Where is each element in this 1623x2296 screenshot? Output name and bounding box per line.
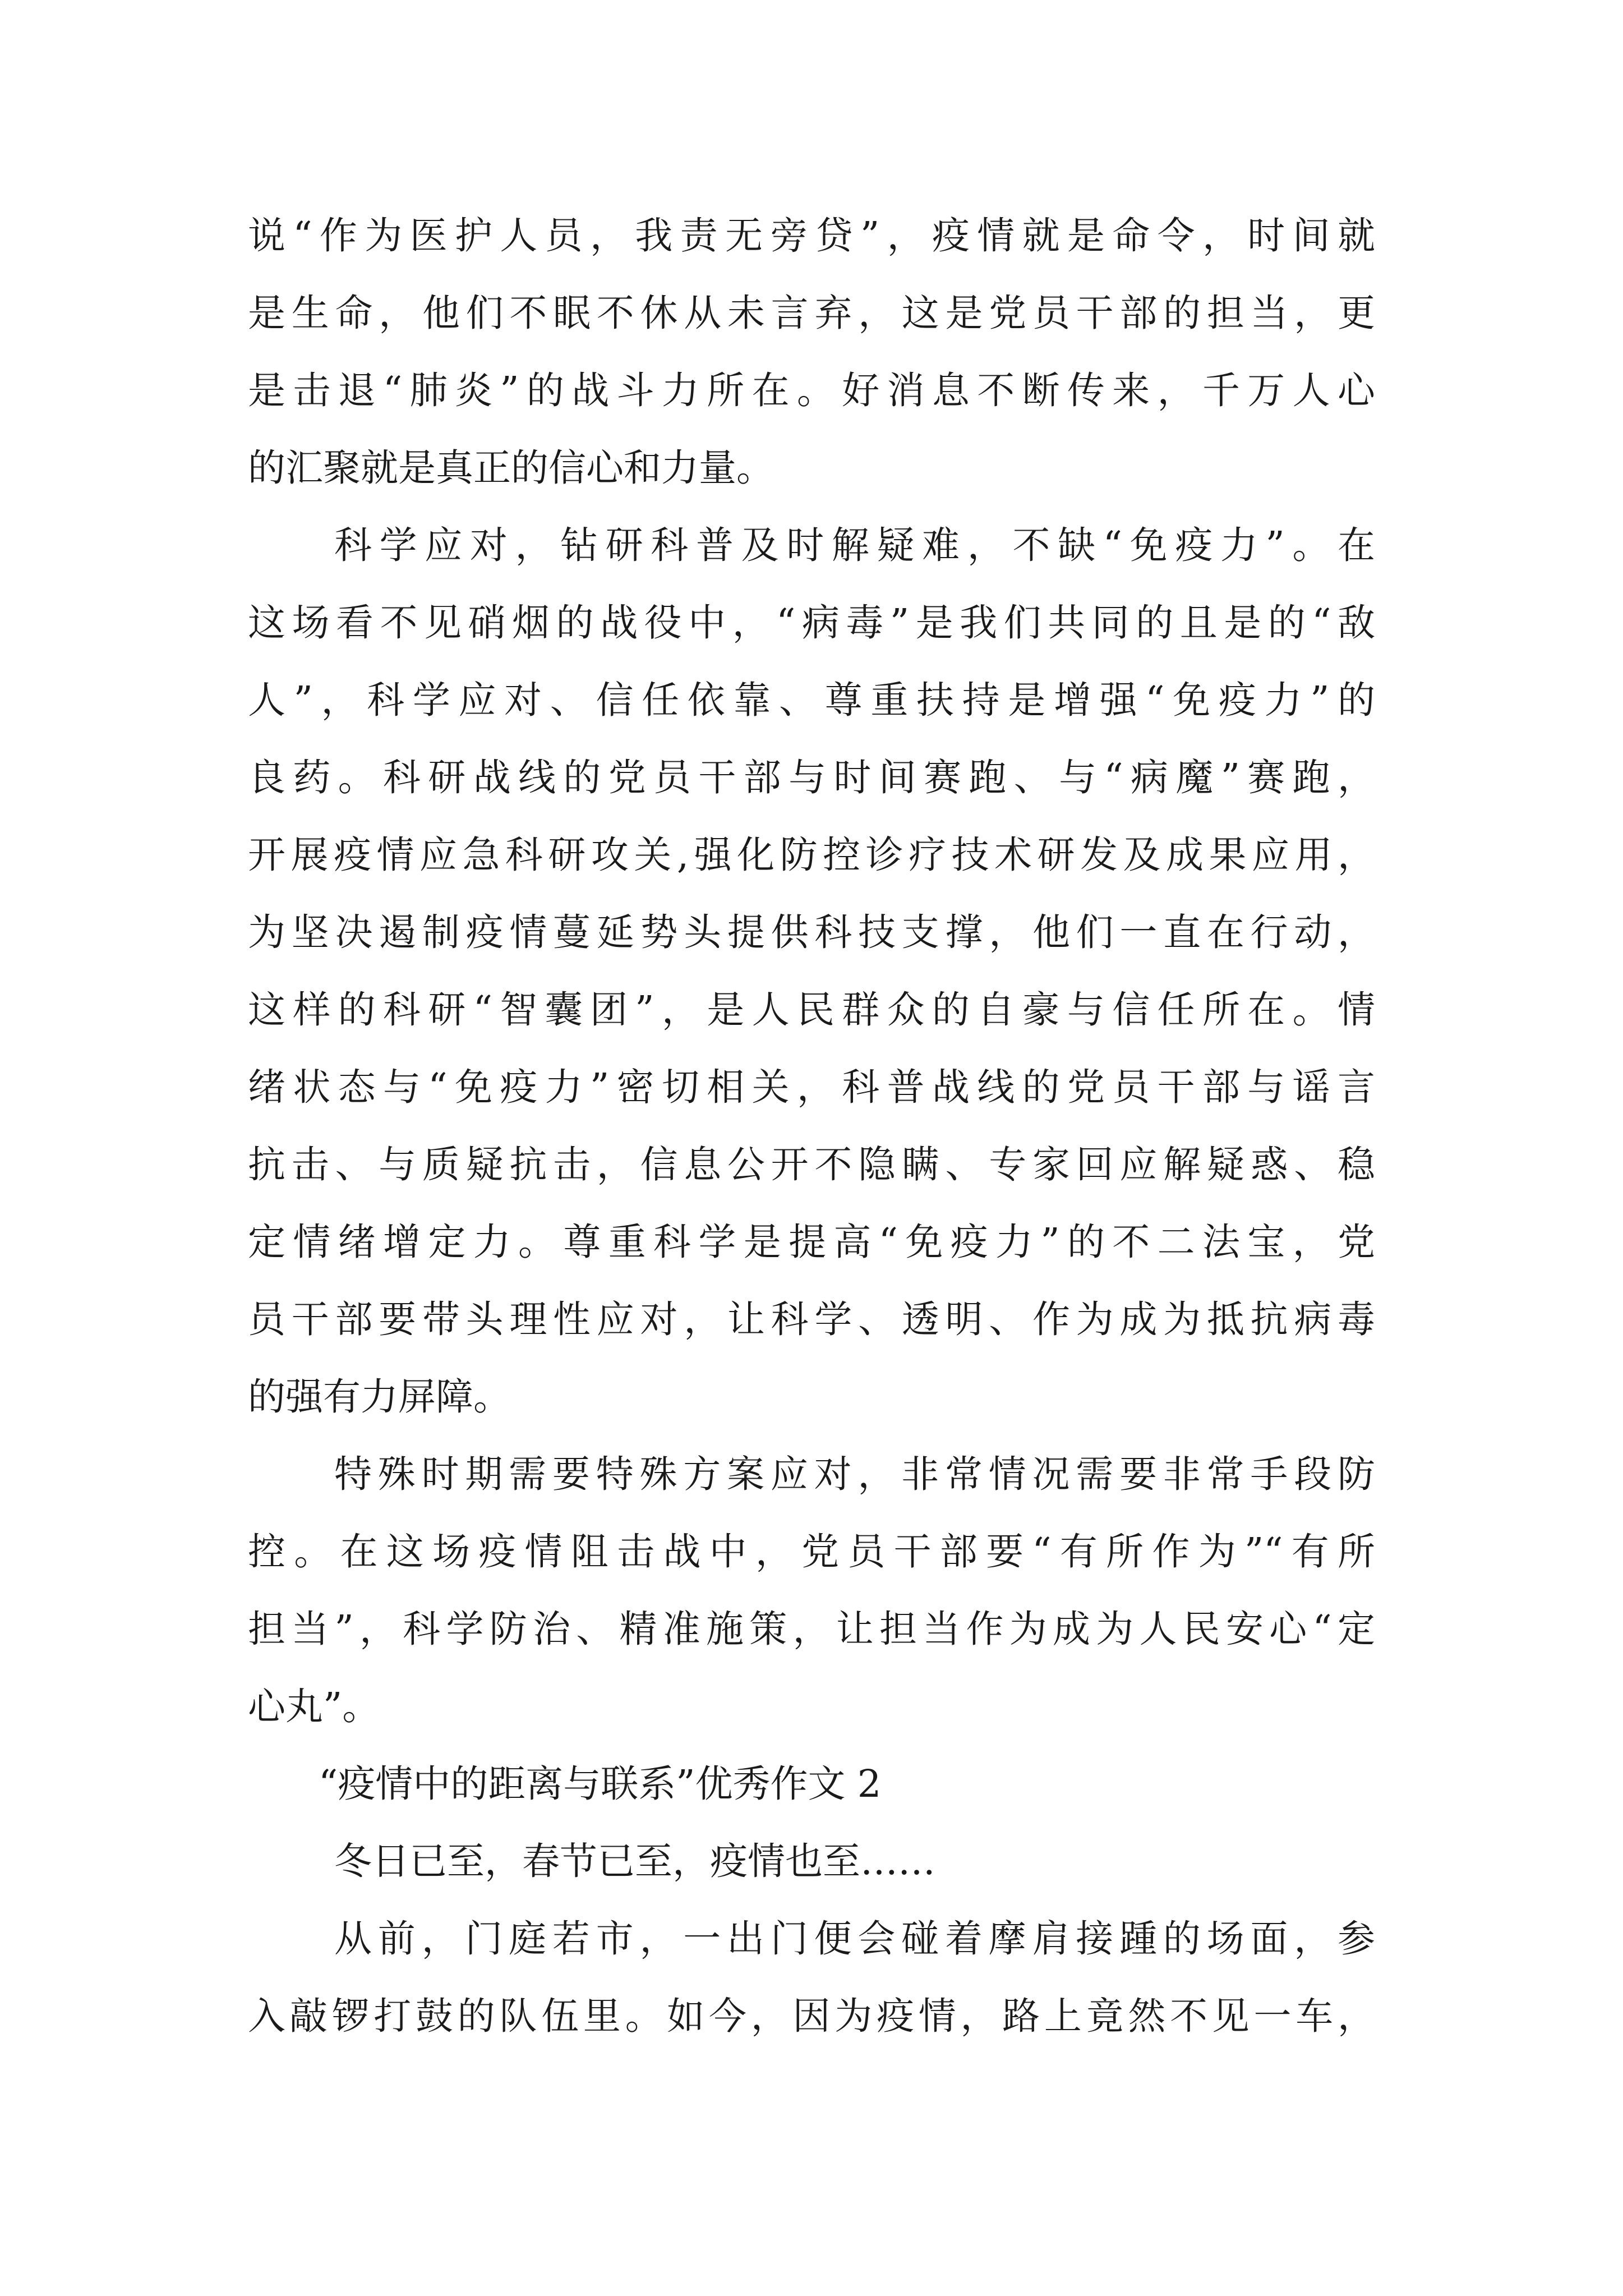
text-line [0, 1911, 1623, 1967]
text-line [0, 1291, 1623, 1347]
line-text: 心丸”。 [248, 1685, 380, 1728]
line-text: 抗击、与质疑抗击，信息公开不隐瞒、专家回应解疑惑、稳 [248, 1143, 1375, 1186]
line-text: 开展疫情应急科研攻关,强化防控诊疗技术研发及成果应用， [248, 833, 1375, 877]
text-line [0, 1059, 1623, 1115]
text-line [0, 362, 1623, 418]
line-text: 员干部要带头理性应对，让科学、透明、作为成为抵抗病毒 [248, 1297, 1375, 1341]
line-text: 科学应对，钻研科普及时解疑难，不缺“免疫力”。在 [334, 523, 1375, 567]
text-line [0, 904, 1623, 960]
text-line [0, 285, 1623, 341]
line-text: 是生命，他们不眠不休从未言弃，这是党员干部的担当，更 [248, 291, 1375, 335]
text-line [0, 1214, 1623, 1270]
line-text: 特殊时期需要特殊方案应对，非常情况需要非常手段防 [334, 1452, 1375, 1496]
line-text: 这场看不见硝烟的战役中，“病毒”是我们共同的且是的“敌 [248, 601, 1375, 645]
line-text: 这样的科研“智囊团”，是人民群众的自豪与信任所在。情 [248, 988, 1375, 1032]
line-text: 冬日已至，春节已至，疫情也至…… [334, 1839, 935, 1883]
line-text: 的强有力屏障。 [248, 1375, 511, 1419]
text-line [0, 827, 1623, 883]
text-line [0, 517, 1623, 573]
text-line [0, 1601, 1623, 1657]
line-text: 人”，科学应对、信任依靠、尊重扶持是增强“免疫力”的 [248, 678, 1375, 722]
text-line [0, 208, 1623, 264]
text-line [0, 672, 1623, 728]
line-text: 担当”，科学防治、精准施策，让担当作为成为人民安心“定 [248, 1607, 1375, 1651]
text-line [0, 1988, 1623, 2044]
line-text: 为坚决遏制疫情蔓延势头提供科技支撑，他们一直在行动， [248, 910, 1375, 954]
text-line [0, 982, 1623, 1038]
line-text: 绪状态与“免疫力”密切相关，科普战线的党员干部与谣言 [248, 1065, 1375, 1109]
heading-text: “疫情中的距离与联系”优秀作文 2 [319, 1762, 882, 1806]
line-text: 入敲锣打鼓的队伍里。如今，因为疫情，路上竟然不见一车， [248, 1994, 1375, 2038]
line-text: 的汇聚就是真正的信心和力量。 [248, 446, 774, 490]
text-line [0, 749, 1623, 806]
text-line [0, 1446, 1623, 1502]
line-text: 说“作为医护人员，我责无旁贷”，疫情就是命令，时间就 [248, 214, 1375, 257]
text-line [0, 1524, 1623, 1580]
line-text: 是击退“肺炎”的战斗力所在。好消息不断传来，千万人心 [248, 369, 1375, 412]
line-text: 从前，门庭若市，一出门便会碰着摩肩接踵的场面，参 [334, 1917, 1375, 1961]
text-line [0, 595, 1623, 651]
line-text: 定情绪增定力。尊重科学是提高“免疫力”的不二法宝，党 [248, 1220, 1375, 1264]
line-text: 控。在这场疫情阻击战中，党员干部要“有所作为”“有所 [248, 1530, 1375, 1573]
line-text: 良药。科研战线的党员干部与时间赛跑、与“病魔”赛跑， [248, 756, 1375, 799]
text-line [0, 1137, 1623, 1193]
